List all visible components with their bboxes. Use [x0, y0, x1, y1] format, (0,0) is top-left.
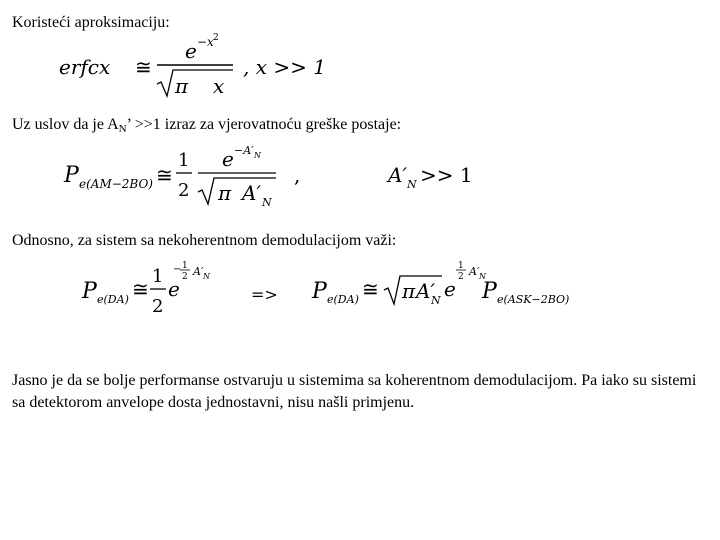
- eq3-implies-arrow: =>: [251, 285, 278, 304]
- eq2-approx: ≅: [156, 163, 173, 187]
- eq1-num-exp-pow: 2: [213, 33, 219, 43]
- equation-pe-da: [80, 258, 290, 327]
- eq2-cond-sub: N: [407, 178, 417, 191]
- eq2-half-den: 2: [178, 180, 190, 201]
- eq2-half-num: 1: [178, 150, 190, 171]
- eq4-p: P: [312, 279, 327, 304]
- eq4-approx: ≅: [362, 277, 379, 301]
- eq4-a-sub: N: [431, 294, 441, 307]
- noncoherent-text: Odnosno, za sistem sa nekoherentnom demodulacijom važi:: [12, 232, 397, 249]
- eq1-den-pi: π: [175, 74, 189, 98]
- eq3-exp-frac-num: 1: [182, 261, 188, 271]
- condition-text: [12, 114, 401, 140]
- eq4-sub: e(DA): [327, 293, 359, 306]
- eq4-exp-frac-den: 2: [458, 272, 464, 282]
- eq1-condition: , x >> 1: [243, 55, 326, 79]
- eq4-a: A′: [416, 279, 435, 303]
- eq3-exp-minus: −: [173, 264, 182, 275]
- eq1-num-base: e: [185, 39, 197, 63]
- eq3-half-num: 1: [152, 266, 164, 287]
- eq3-approx: ≅: [132, 277, 149, 301]
- conclusion-paragraph: Jasno je da se bolje performanse ostvaruju u sistemima sa koherentnom demodulacijom. Pa iako su sistemi sa detektorom anvelope dosta jednostavni, nisu našli primjenu.: [12, 372, 697, 411]
- eq1-den-x: x: [213, 74, 225, 98]
- eq1-approx: ≅: [135, 55, 152, 79]
- eq4-pi: π: [402, 279, 416, 303]
- eq4-p2: P: [482, 279, 497, 304]
- eq2-den-a-sub: N: [262, 196, 272, 209]
- eq2-den-pi: π: [218, 181, 232, 205]
- condition-text-prefix: Uz uslov da je A: [12, 116, 119, 133]
- eq4-exp-frac-num: 1: [458, 261, 464, 271]
- eq3-p: P: [82, 279, 97, 304]
- eq3-exp-frac-den: 2: [182, 272, 188, 282]
- eq4-exp-sub: N: [479, 272, 486, 281]
- eq2-cond-rest: >> 1: [420, 163, 473, 187]
- eq2-num-exp: −A′: [234, 144, 254, 157]
- equation-pe-da-vs-ask: [310, 258, 580, 327]
- eq3-exp-sub: N: [203, 272, 210, 281]
- eq4-e: e: [444, 277, 456, 301]
- eq3-exp-a: A′: [193, 265, 204, 278]
- eq2-sub: e(AM−2BO): [79, 177, 153, 191]
- eq3-sub: e(DA): [97, 293, 129, 306]
- equation-pe-am-2bo: [62, 140, 482, 217]
- condition-text-suffix: ’ >>1 izraz za vjerovatnoću greške postaje:: [126, 116, 402, 133]
- eq3-half-den: 2: [152, 296, 164, 317]
- eq2-den-a: A′: [242, 181, 261, 205]
- eq4-sub2: e(ASK−2BO): [497, 293, 570, 306]
- equation-erfc-approximation: [55, 33, 326, 107]
- eq2-num-base: e: [222, 147, 234, 171]
- eq2-comma: ,: [294, 163, 301, 187]
- eq2-cond-a: A′: [388, 163, 407, 187]
- eq1-lhs: erfcx: [59, 55, 111, 79]
- eq3-e: e: [168, 277, 180, 301]
- eq4-exp-a: A′: [469, 265, 480, 278]
- intro-text: Koristeći aproksimaciju:: [12, 14, 170, 31]
- eq1-num-exp: −x: [197, 35, 214, 49]
- condition-text-sub: N: [118, 123, 127, 135]
- eq2-num-exp-sub: N: [254, 151, 261, 160]
- eq2-p: P: [64, 163, 79, 188]
